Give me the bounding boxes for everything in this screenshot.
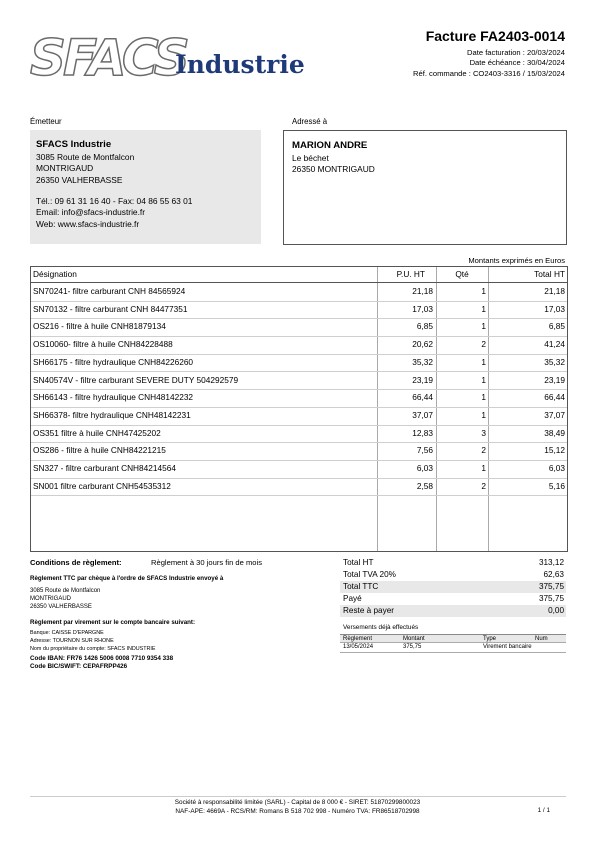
client-address-line1: Le béchet: [292, 153, 329, 163]
cell-designation: SH66378- filtre hydraulique CNH48142231: [33, 409, 191, 420]
ref-commande: Réf. commande : CO2403-3316 / 15/03/2024: [413, 69, 565, 78]
cheque-title: Règlement TTC par chèque à l'ordre de SFACS Industrie envoyé à: [30, 575, 224, 582]
header-pu-ht: P.U. HT: [396, 269, 425, 279]
cell-designation: SH66143 - filtre hydraulique CNH48142232: [33, 392, 194, 403]
total-row: [340, 581, 566, 593]
cell-total-ht: 21,18: [544, 286, 565, 296]
cell-pu-ht: 17,03: [412, 303, 433, 314]
emetteur-label: Émetteur: [30, 117, 62, 126]
bank-name: Banque: CAISSE D'EPARGNE: [30, 630, 104, 636]
client-address-block: [292, 153, 375, 176]
total-value: 0,00: [548, 606, 564, 615]
table-row: [31, 460, 567, 479]
company-logo: [30, 29, 305, 87]
invoice-title: Facture FA2403-0014: [425, 28, 565, 44]
date-facturation: Date facturation : 20/03/2024: [467, 48, 565, 57]
total-label: Total TTC: [343, 582, 379, 591]
total-label: Payé: [343, 594, 362, 603]
cell-qte: 2: [481, 339, 486, 350]
cell-total-ht: 35,32: [544, 356, 565, 367]
cell-pu-ht: 20,62: [412, 339, 433, 350]
cell-pu-ht: 66,44: [412, 392, 433, 403]
logo-sfacs-text: SFACS: [30, 29, 187, 87]
cell-qte: 2: [481, 445, 486, 456]
cell-total-ht: 6,03: [548, 463, 565, 473]
virement-title: Règlement par virement sur le compte bancaire suivant:: [30, 619, 196, 626]
cell-designation: SH66175 - filtre hydraulique CNH84226260: [33, 356, 194, 367]
table-row: [31, 478, 567, 497]
table-row: [31, 318, 567, 337]
cell-total-ht: 5,16: [548, 480, 565, 491]
footer-line1: Société à responsabilité limitée (SARL) - Capital de 8 000 € - SIRET: 51870299800023: [174, 799, 421, 806]
adresse-box: [283, 130, 567, 245]
conditions-value: Règlement à 30 jours fin de mois: [151, 558, 263, 567]
cheque-address: [30, 587, 100, 611]
cell-designation: OS286 - filtre à huile CNH84221215: [33, 445, 166, 456]
total-row: [340, 569, 566, 581]
totals-block: [340, 557, 566, 617]
versements-header-num: Num: [535, 636, 548, 642]
bank-address: Adresse: TOURNON SUR RHONE: [30, 637, 114, 644]
total-value: 375,75: [538, 582, 564, 591]
emetteur-web[interactable]: Web: www.sfacs-industrie.fr: [36, 218, 140, 229]
emetteur-phone: Tél.: 09 61 31 16 40 - Fax: 04 86 55 63 01: [36, 196, 193, 206]
cell-qte: 1: [481, 374, 486, 385]
total-row: [340, 605, 566, 617]
versement-montant: 375,75: [403, 644, 422, 650]
cheque-address-line1: 3085 Route de Montfalcon: [30, 588, 101, 594]
versements-row: [340, 642, 566, 653]
versements-header-montant: Montant: [403, 636, 425, 642]
table-row: [31, 283, 567, 302]
versements-title: Versements déjà effectués: [343, 624, 419, 631]
table-row: [31, 336, 567, 355]
footer-divider: [30, 796, 566, 797]
cell-total-ht: 38,49: [544, 427, 565, 438]
cell-designation: OS10060- filtre à huile CNH84228488: [33, 339, 173, 350]
table-row: [31, 407, 567, 426]
versements-header-type: Type: [483, 636, 497, 642]
cell-pu-ht: 6,03: [416, 463, 433, 473]
cell-designation: OS351 filtre à huile CNH47425202: [33, 427, 161, 438]
bank-codes: [30, 655, 173, 671]
emetteur-city: MONTRIGAUD: [36, 163, 94, 174]
versement-date: 13/05/2024: [343, 644, 374, 650]
header-qte: Qté: [455, 269, 469, 279]
total-value: 375,75: [538, 594, 564, 603]
cell-total-ht: 6,85: [548, 321, 565, 332]
client-name: MARION ANDRE: [292, 140, 368, 151]
cell-pu-ht: 37,07: [412, 409, 433, 420]
total-value: 313,12: [538, 558, 564, 567]
table-row: [31, 425, 567, 444]
bic-code: Code BIC/SWIFT: CEPAFRPP426: [30, 663, 128, 670]
cell-qte: 1: [481, 409, 486, 420]
cell-qte: 1: [481, 356, 486, 367]
emetteur-address1: 3085 Route de Montfalcon: [36, 152, 135, 162]
cheque-address-line3: 26350 VALHERBASSE: [30, 604, 92, 610]
bank-owner: Nom du propriétaire du compte: SFACS INDUSTRIE: [30, 645, 156, 652]
total-label: Reste à payer: [343, 606, 394, 615]
emetteur-email[interactable]: Email: info@sfacs-industrie.fr: [36, 207, 146, 218]
cell-total-ht: 66,44: [544, 392, 565, 403]
adresse-label: Adressé à: [292, 117, 328, 126]
cell-total-ht: 23,19: [544, 374, 565, 385]
cell-qte: 1: [481, 463, 486, 473]
iban-code: Code IBAN: FR76 1426 5006 0008 7710 9354 338: [30, 655, 174, 662]
table-row: [31, 354, 567, 373]
emetteur-name: SFACS Industrie: [36, 139, 112, 150]
total-label: Total TVA 20%: [343, 570, 396, 579]
page-number: 1 / 1: [537, 807, 550, 814]
emetteur-box: [30, 130, 261, 244]
table-row: [31, 442, 567, 461]
bank-details: [30, 630, 156, 653]
cell-pu-ht: 23,19: [412, 374, 433, 385]
cell-pu-ht: 12,83: [412, 427, 433, 438]
logo-industrie-text: Industrie: [175, 50, 305, 79]
cell-designation: SN70132 - filtre carburant CNH 84477351: [33, 303, 188, 314]
cell-designation: SN001 filtre carburant CNH54535312: [33, 480, 171, 491]
cell-qte: 1: [481, 392, 486, 403]
footer-line2: NAF-APE: 4669A - RCS/RM: Romans B 518 702 998 - Numéro TVA: FR86518702998: [175, 808, 420, 815]
cell-qte: 2: [481, 480, 486, 491]
table-row: [31, 301, 567, 320]
cell-qte: 1: [481, 286, 486, 296]
header-total-ht: Total HT: [534, 269, 565, 279]
cell-pu-ht: 2,58: [416, 480, 433, 491]
cell-total-ht: 41,24: [544, 339, 565, 350]
cell-qte: 1: [481, 303, 486, 314]
cheque-address-line2: MONTRIGAUD: [30, 596, 71, 602]
cell-qte: 3: [481, 427, 486, 438]
client-address-line2: 26350 MONTRIGAUD: [292, 164, 375, 175]
emetteur-zip-city: 26350 VALHERBASSE: [36, 174, 123, 185]
total-value: 62,63: [543, 570, 564, 579]
cell-designation: OS216 - filtre à huile CNH81879134: [33, 321, 166, 332]
cell-pu-ht: 21,18: [412, 286, 433, 296]
cell-total-ht: 15,12: [544, 445, 565, 456]
cell-pu-ht: 6,85: [416, 321, 433, 332]
conditions-label: Conditions de règlement:: [30, 558, 122, 567]
versement-type: Virement bancaire: [483, 644, 532, 650]
cell-total-ht: 37,07: [544, 409, 565, 420]
table-row: [31, 372, 567, 391]
table-row: [31, 389, 567, 408]
cell-qte: 1: [481, 321, 486, 332]
total-label: Total HT: [343, 558, 374, 567]
total-row: [340, 557, 566, 569]
cell-designation: SN70241- filtre carburant CNH 84565924: [33, 286, 186, 296]
invoice-items-table: [30, 266, 568, 552]
cell-total-ht: 17,03: [544, 303, 565, 314]
cell-pu-ht: 35,32: [412, 356, 433, 367]
cell-pu-ht: 7,56: [416, 445, 433, 456]
versements-header-reglement: Règlement: [343, 636, 373, 642]
date-echeance: Date échéance : 30/04/2024: [469, 58, 565, 67]
cell-designation: SN327 - filtre carburant CNH84214564: [33, 463, 176, 473]
total-row: [340, 593, 566, 605]
cell-designation: SN40574V - filtre carburant SEVERE DUTY 504292579: [33, 374, 239, 385]
header-designation: Désignation: [33, 269, 77, 279]
currency-note: Montants exprimés en Euros: [468, 256, 565, 265]
emetteur-contact-block: [36, 196, 192, 230]
emetteur-address-block: [36, 152, 134, 186]
